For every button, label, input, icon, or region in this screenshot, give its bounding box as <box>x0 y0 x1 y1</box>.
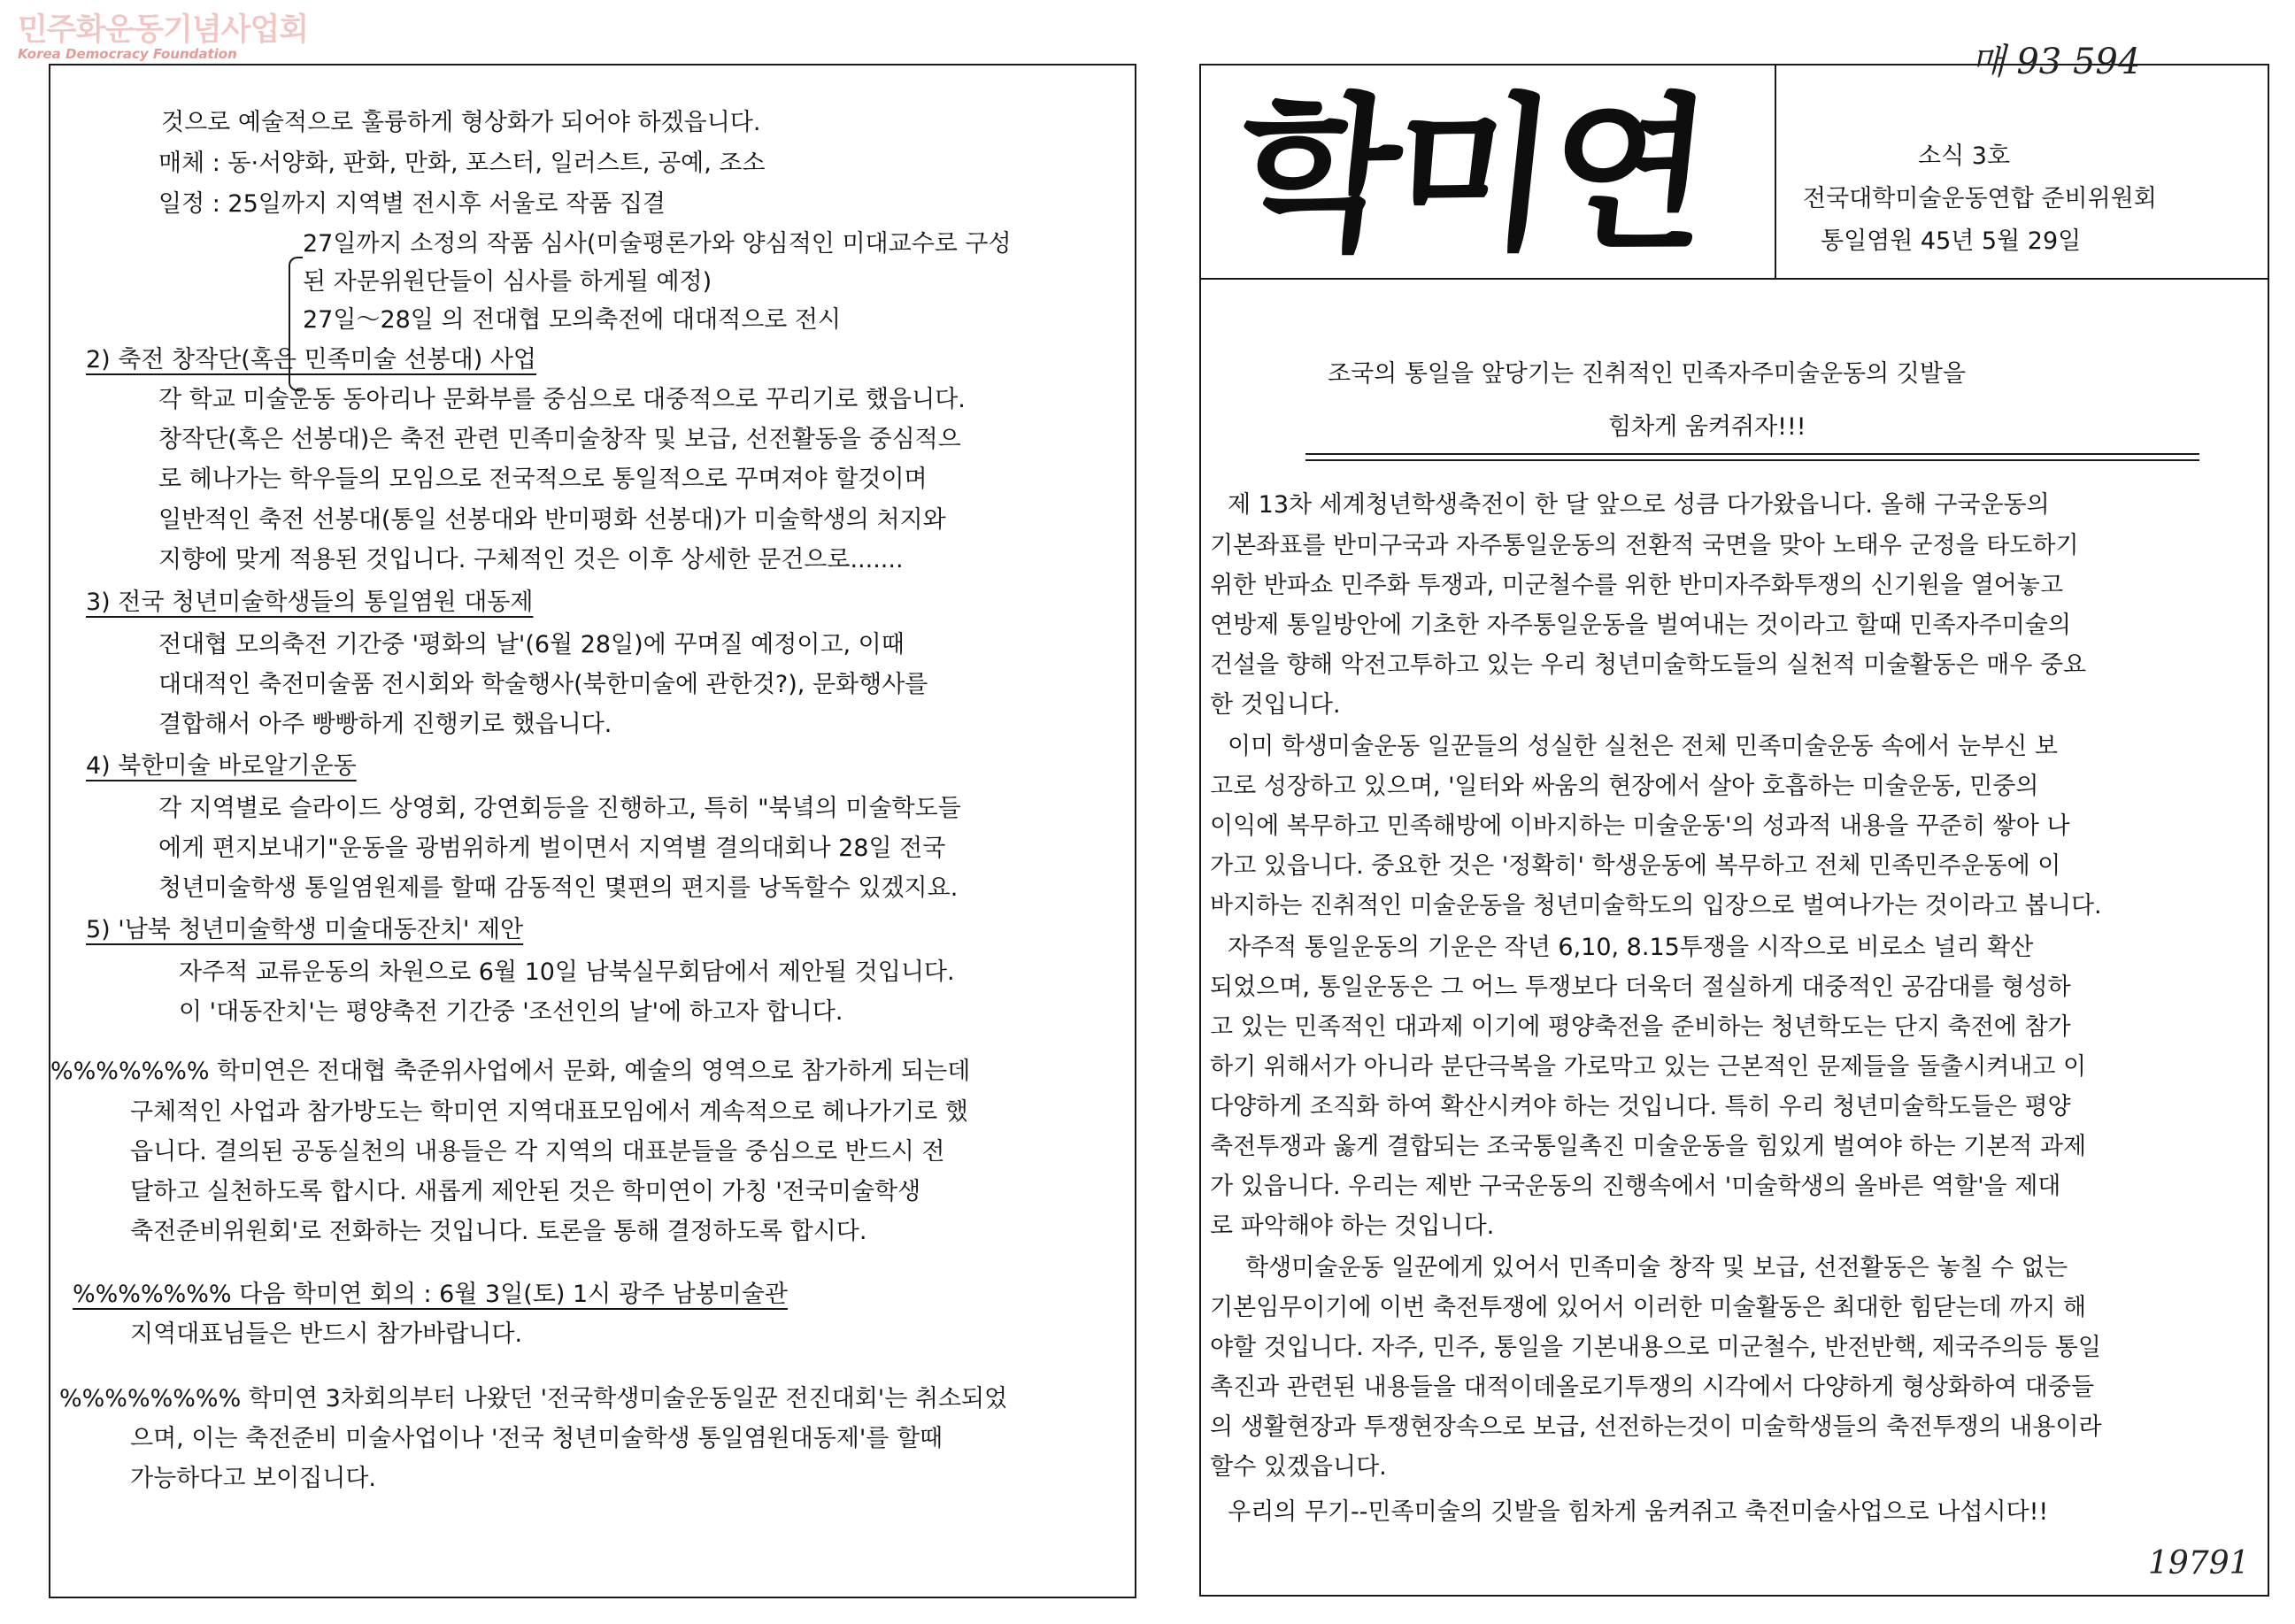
body-line: 연방제 통일방안에 기초한 자주통일운동을 벌여내는 것이라고 할때 민족자주미술의 <box>1210 612 2071 639</box>
text-line: 매체 : 동·서양화, 판화, 만화, 포스터, 일러스트, 공예, 조소 <box>158 150 766 177</box>
body-line: 의 생활현장과 투쟁현장속으로 보급, 선전하는것이 미술학생들의 축전투쟁의 내용이라 <box>1210 1413 2102 1441</box>
body-line: 야할 것입니다. 자주, 민주, 통일을 기본내용으로 미군철수, 반전반핵, 제국주의등 통일 <box>1210 1334 2101 1361</box>
text-line: 결합해서 아주 빵빵하게 진행키로 했읍니다. <box>158 711 612 738</box>
headline: 힘차게 움켜쥐자!!! <box>1608 413 1806 441</box>
text-line: 것으로 예술적으로 훌륭하게 형상화가 되어야 하겠읍니다. <box>161 109 761 136</box>
body-line: 고 있는 민족적인 대과제 이기에 평양축전을 준비하는 청년학도는 단지 축전에 참가 <box>1210 1013 2071 1041</box>
text-line: 대대적인 축전미술품 전시회와 학술행사(북한미술에 관한것?), 문화행사를 <box>158 671 928 698</box>
text-line: 일반적인 축전 선봉대(통일 선봉대와 반미평화 선봉대)가 미술학생의 처지와 <box>158 506 946 534</box>
meeting-notice: %%%%%%% 다음 학미연 회의 : 6월 3일(토) 1시 광주 남봉미술관 <box>73 1281 789 1308</box>
body-line: 촉진과 관련된 내용들을 대적이데올로기투쟁의 시각에서 다양하게 형상화하여 대중들 <box>1210 1374 2095 1401</box>
text-line: 각 학교 미술운동 동아리나 문화부를 중심으로 대중적으로 꾸리기로 했읍니다. <box>158 386 966 413</box>
text-line: 27일까지 소정의 작품 심사(미술평론가와 양심적인 미대교수로 구성 <box>303 230 1012 258</box>
body-line: 가 있읍니다. 우리는 제반 구국운동의 진행속에서 '미술학생의 올바른 역할'을 제대 <box>1210 1173 2061 1200</box>
body-line: 바지하는 진취적인 미술운동을 청년미술학도의 입장으로 벌여나가는 것이라고 봅니다. <box>1210 892 2102 920</box>
text-line: 로 헤나가는 학우들의 모임으로 전국적으로 통일적으로 꾸며져야 할것이며 <box>158 466 928 493</box>
text-line: 창작단(혹은 선봉대)은 축전 관련 민족미술창작 및 보급, 선전활동을 중심적으 <box>158 426 961 453</box>
body-line: 건설을 향해 악전고투하고 있는 우리 청년미술학도들의 실천적 미술활동은 매우 중요 <box>1210 651 2087 679</box>
body-line: 할수 있겠읍니다. <box>1210 1453 1387 1481</box>
body-line: 다양하게 조직화 하여 확산시켜야 하는 것입니다. 특히 우리 청년미술학도들은 평양 <box>1210 1093 2071 1120</box>
text-line: 27일～28일 의 전대협 모의축전에 대대적으로 전시 <box>303 306 842 334</box>
text-line: 자주적 교류운동의 차원으로 6월 10일 남북실무회담에서 제안될 것입니다. <box>179 958 955 986</box>
text-line: 이 '대동잔치'는 평양축전 기간중 '조선인의 날'에 하고자 합니다. <box>179 998 843 1026</box>
issue-date: 통일염원 45년 5월 29일 <box>1821 227 2082 255</box>
issue-number: 소식 3호 <box>1918 142 2011 170</box>
body-line: 기본임무이기에 이번 축전투쟁에 있어서 이러한 미술활동은 최대한 힘닫는데 까지 해 <box>1210 1294 2087 1321</box>
body-line: 학생미술운동 일꾼에게 있어서 민족미술 창작 및 보급, 선전활동은 놓칠 수 없는 <box>1245 1254 2068 1281</box>
text-line: 읍니다. 결의된 공동실천의 내용들은 각 지역의 대표분들을 중심으로 반드시 전 <box>130 1138 945 1166</box>
text-line: 지향에 맞게 적용된 것입니다. 구체적인 것은 이후 상세한 문건으로....... <box>158 546 904 573</box>
text-line: 축전준비위원회'로 전화하는 것입니다. 토론을 통해 결정하도록 합시다. <box>130 1218 867 1245</box>
text-line: 청년미술학생 통일염원제를 할때 감동적인 몇편의 편지를 낭독할수 있겠지요. <box>158 874 959 902</box>
text-line: 으며, 이는 축전준비 미술사업이나 '전국 청년미술학생 통일염원대동제'를 할때 <box>130 1425 943 1452</box>
text-line: %%%%%%%% 학미연 3차회의부터 나왔던 '전국학생미술운동일꾼 전진대회'는 취소되었 <box>59 1385 1008 1412</box>
right-page <box>1199 42 2269 1597</box>
body-line: 이익에 복무하고 민족해방에 이바지하는 미술운동'의 성과적 내용을 꾸준히 쌓아 나 <box>1210 812 2070 840</box>
text-line: 각 지역별로 슬라이드 상영회, 강연회등을 진행하고, 특히 "북녘의 미술학도들 <box>158 795 961 822</box>
body-line: 하기 위해서가 아니라 분단극복을 가로막고 있는 근본적인 문제들을 돌출시켜내고 이 <box>1210 1053 2087 1081</box>
text-line: 구체적인 사업과 참가방도는 학미연 지역대표모임에서 계속적으로 헤나가기로 했 <box>130 1098 968 1126</box>
body-line: 축전투쟁과 옳게 결합되는 조국통일촉진 미술운동을 힘있게 벌여야 하는 기본적 과제 <box>1210 1133 2087 1160</box>
body-line: 되었으며, 통일운동은 그 어느 투쟁보다 더욱더 절실하게 대중적인 공감대를 형성하 <box>1210 974 2071 1001</box>
text-line: 된 자문위원단들이 심사를 하게될 예정) <box>303 268 712 296</box>
headline-rule <box>1305 453 2199 461</box>
section-heading: 4) 북한미술 바로알기운동 <box>86 752 357 780</box>
body-line: 고로 성장하고 있으며, '일터와 싸움의 현장에서 살아 호흡하는 미술운동, 민중의 <box>1210 773 2039 800</box>
organization: 전국대학미술운동연합 준비위원회 <box>1803 185 2157 212</box>
section-heading: 3) 전국 청년미술학생들의 통일염원 대동제 <box>86 589 534 616</box>
body-line: 기본좌표를 반미구국과 자주통일운동의 전환적 국면을 맞아 노태우 군정을 타도하기 <box>1210 532 2079 559</box>
watermark-english: Korea Democracy Foundation <box>18 46 237 62</box>
headline: 조국의 통일을 앞당기는 진취적인 민족자주미술운동의 깃발을 <box>1328 360 1967 388</box>
text-line: %%%%%%% 학미연은 전대협 축준위사업에서 문화, 예술의 영역으로 참가하게 되는데 <box>50 1058 971 1085</box>
masthead <box>1201 65 2268 280</box>
body-line: 자주적 통일운동의 기운은 작년 6,10, 8.15투쟁을 시작으로 비로소 널리 확산 <box>1228 934 2034 961</box>
masthead-divider <box>1775 65 1776 278</box>
masthead-logo: 학미연 <box>1228 77 1715 273</box>
watermark <box>18 12 308 62</box>
text-line: 에게 편지보내기"운동을 광범위하게 벌이면서 지역별 결의대회나 28일 전국 <box>158 835 946 862</box>
body-line: 우리의 무기--민족미술의 깃발을 힘차게 움켜쥐고 축전미술사업으로 나섭시다!! <box>1228 1498 2049 1526</box>
handwritten-note-top: 매 93 594 <box>1971 42 2141 82</box>
body-line: 가고 있읍니다. 중요한 것은 '정확히' 학생운동에 복무하고 전체 민족민주운동에 이 <box>1210 852 2061 880</box>
body-line: 위한 반파쇼 민주화 투쟁과, 미군철수를 위한 반미자주화투쟁의 신기원을 열어놓고 <box>1210 572 2064 599</box>
text-line: 가능하다고 보이집니다. <box>130 1465 376 1492</box>
body-line: 로 파악해야 하는 것입니다. <box>1210 1212 1495 1240</box>
text-line: 전대협 모의축전 기간중 '평화의 날'(6월 28일)에 꾸며질 예정이고, 이때 <box>158 631 905 658</box>
watermark-korean: 민주화운동기념사업회 <box>18 12 309 48</box>
body-line: 제 13차 세계청년학생축전이 한 달 앞으로 성큼 다가왔읍니다. 올해 구국운동의 <box>1228 491 2050 519</box>
text-line: 지역대표님들은 반드시 참가바랍니다. <box>130 1320 523 1348</box>
section-heading: 2) 축전 창작단(혹은 민족미술 선봉대) 사업 <box>86 346 537 373</box>
body-line: 이미 학생미술운동 일꾼들의 성실한 실천은 전체 민족미술운동 속에서 눈부신 보 <box>1228 733 2058 760</box>
text-line: 달하고 실천하도록 합시다. 새롭게 제안된 것은 학미연이 가칭 '전국미술학생 <box>130 1178 921 1205</box>
section-heading: 5) '남북 청년미술학생 미술대동잔치' 제안 <box>86 916 524 943</box>
text-line: 일정 : 25일까지 지역별 전시후 서울로 작품 집결 <box>158 190 666 218</box>
left-page <box>49 64 1136 1598</box>
body-line: 한 것입니다. <box>1210 691 1341 719</box>
handwritten-note-bottom: 19791 <box>2148 1545 2250 1582</box>
